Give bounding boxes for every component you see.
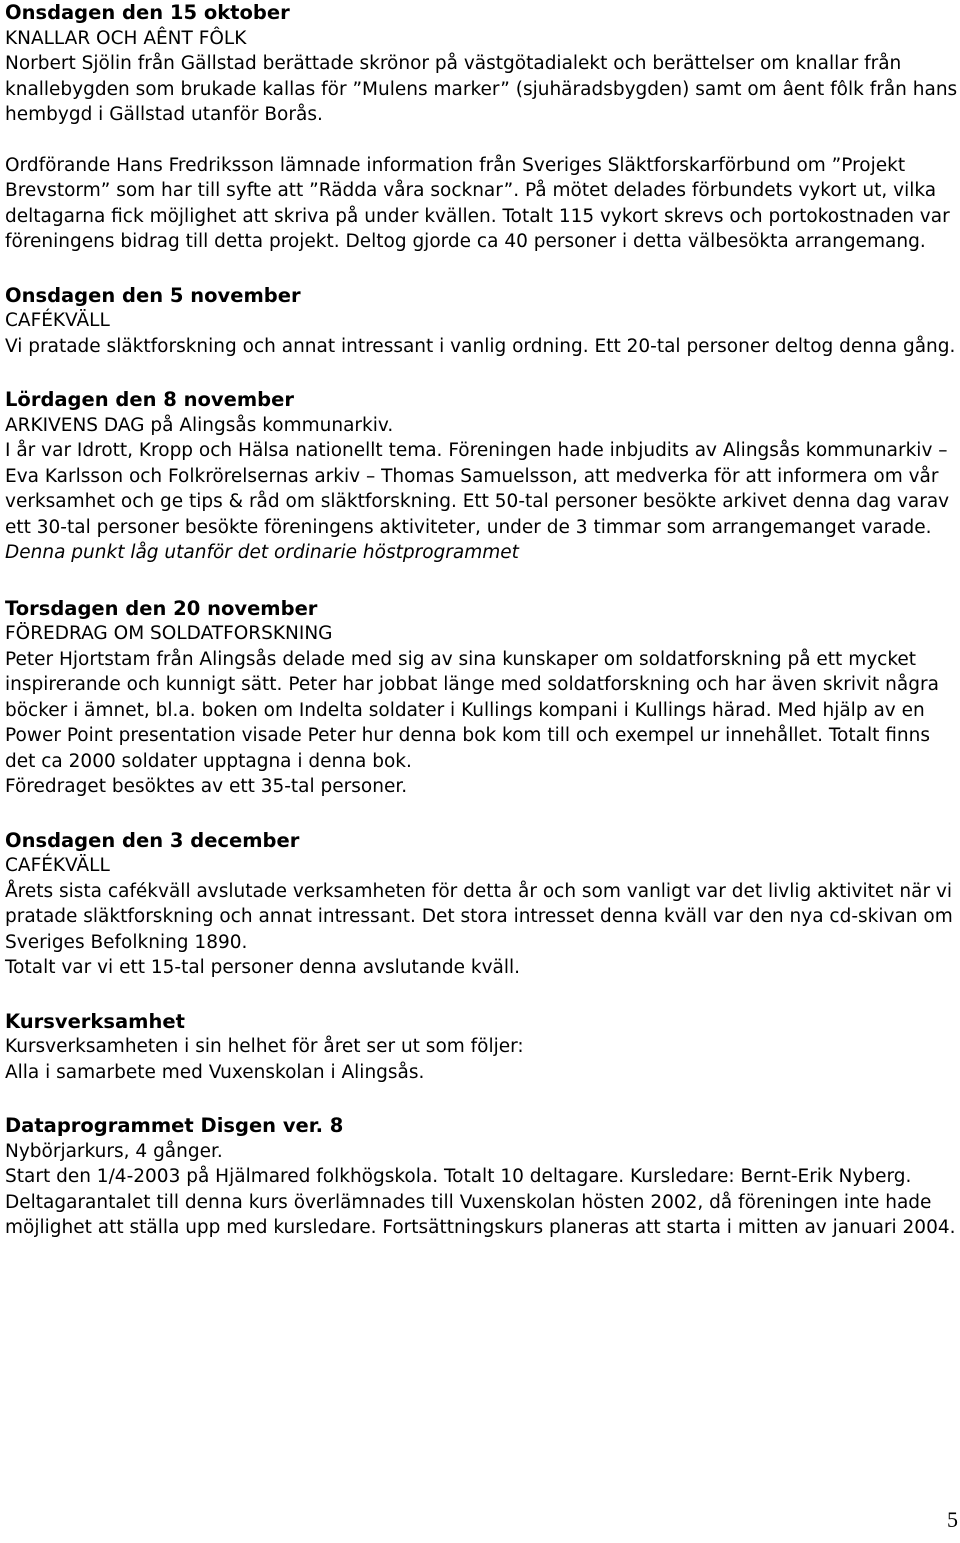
paragraph: Alla i samarbete med Vuxenskolan i Alingsås. [5,1061,425,1083]
paragraph: Kursverksamheten i sin helhet för året ser ut som följer: [5,1036,524,1057]
section-dec-3 [5,828,958,981]
paragraph: Norbert Sjölin från Gällstad berättade skrönor på västgötadialekt och berättelser om knallar från knallebygden som brukade kallas för ”Mulens marker” (sjuhäradsbygden) samt om âent fôlk från hans hembygd i Gällstad utanför Borås. [5,53,958,125]
italic-note: Denna punkt låg utanför det ordinarie höstprogrammet [5,542,519,563]
section-subtitle: FÖREDRAG OM SOLDATFORSKNING [5,623,333,644]
document-page [5,0,958,1241]
section-subtitle: KNALLAR OCH AÊNT FÔLK [5,27,247,49]
section-heading: Onsdagen den 15 oktober [5,1,290,24]
paragraph: Ordförande Hans Fredriksson lämnade information från Sveriges Släktforskarförbund om ”Projekt Brevstorm” som har till syfte att ”Rädda våra socknar”. På mötet delades förbundets vykort ut, vilka deltagarna fick möjlighet att skriva på under kvällen. Totalt 115 vykort skrevs och portokostnaden var föreningens bidrag till detta projekt. Deltog gjorde ca 40 personer i detta välbesökta arrangemang. [5,154,950,252]
paragraph: I år var Idrott, Kropp och Hälsa nationellt tema. Föreningen hade inbjudits av Alingsås kommunarkiv – Eva Karlsson och Folkrörelsernas arkiv – Thomas Samuelsson, att medverka för att informera om vår verksamhet och ge tips & råd om släktforskning. Ett 50-tal personer besökte arkivet denna dag varav ett 30-tal personer besökte föreningens aktiviteter, under de 3 timmar som arrangemanget varade. [5,440,950,538]
paragraph: Nybörjarkurs, 4 gånger. [5,1140,223,1162]
paragraph: Deltagarantalet till denna kurs överlämnades till Vuxenskolan hösten 2002, då föreningen inte hade möjlighet att ställa upp med kursledare. Fortsättningskurs planeras att starta i mitten av januari 2004. [5,1191,956,1238]
paragraph: Föredraget besöktes av ett 35-tal personer. [5,776,408,797]
section-heading: Kursverksamhet [5,1009,185,1033]
section-heading: Lördagen den 8 november [5,388,294,411]
paragraph: Start den 1/4-2003 på Hjälmared folkhögskola. Totalt 10 deltagare. Kursledare: Bernt-Erik Nyberg. [5,1166,912,1187]
paragraph: Totalt var vi ett 15-tal personer denna avslutande kväll. [5,957,521,978]
section-subtitle: CAFÉKVÄLL [5,310,110,331]
section-subtitle: CAFÉKVÄLL [5,855,110,876]
section-heading: Onsdagen den 5 november [5,283,301,307]
paragraph: Årets sista cafékväll avslutade verksamheten för detta år och som vanligt var det livlig aktivitet när vi pratade släktforskning och annat intressant. Det stora intresset denna kväll var den nya cd-skivan om Sveriges Befolkning 1890. [5,880,953,953]
section-nov-20 [5,596,958,800]
section-nov-8 [5,387,958,566]
page-number: 5 [947,1507,958,1532]
section-heading: Dataprogrammet Disgen ver. 8 [5,1114,344,1137]
section-nov-5 [5,283,958,360]
section-heading: Torsdagen den 20 november [5,596,318,620]
section-subtitle: ARKIVENS DAG på Alingsås kommunarkiv. [5,414,394,436]
section-oct-15 [5,0,958,255]
paragraph: Peter Hjortstam från Alingsås delade med sig av sina kunskaper om soldatforskning på ett mycket inspirerande och kunnigt sätt. Peter har jobbat länge med soldatforskning och har även skrivit några böcker i ämnet, bl.a. boken om Indelta soldater i Kullings kompani i Kullings härad. Med hjälp av en Power Point presentation visade Peter hur denna bok kom till och exempel ur innehållet. Totalt finns det ca 2000 soldater upptagna i denna bok. [5,648,939,772]
section-kursverksamhet [5,1009,958,1086]
section-heading: Onsdagen den 3 december [5,828,300,852]
section-disgen [5,1113,958,1241]
paragraph: Vi pratade släktforskning och annat intressant i vanlig ordning. Ett 20-tal personer deltog denna gång. [5,335,956,357]
